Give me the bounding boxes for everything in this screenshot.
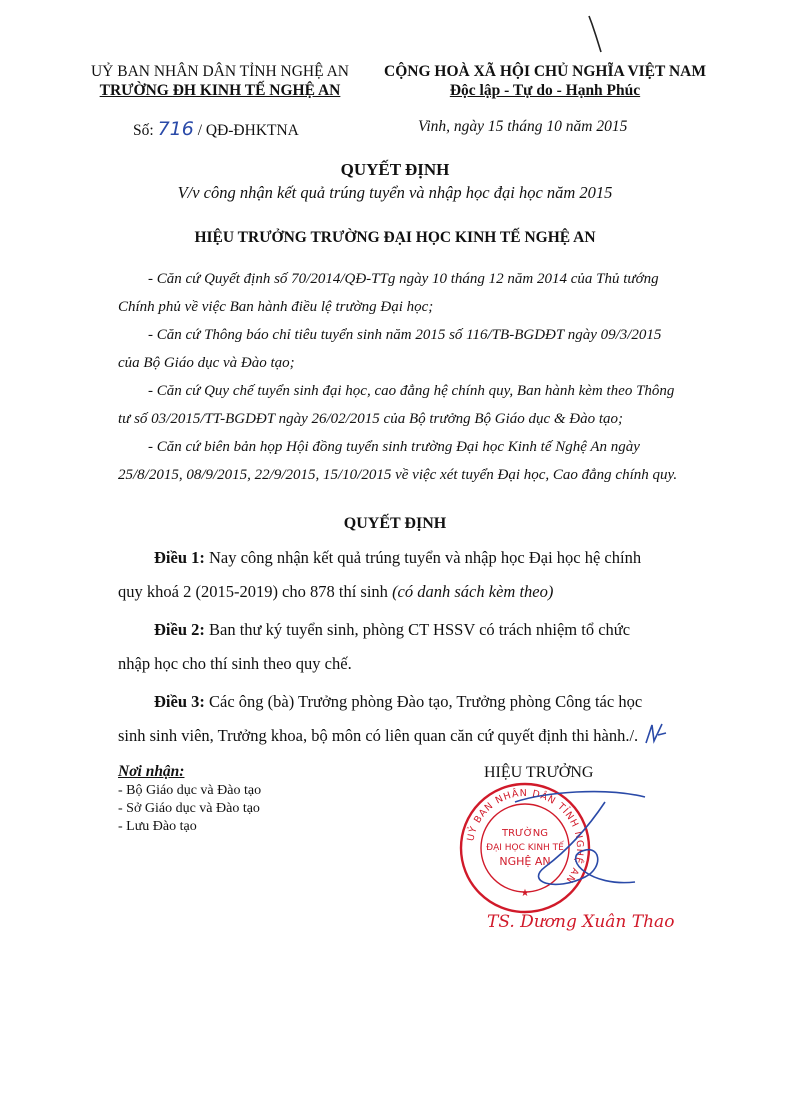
article-1: Điều 1: Nay công nhận kết quả trúng tuyển và nhập học Đại học hệ chính xyxy=(154,548,642,567)
basis-list: - Căn cứ Quyết định số 70/2014/QĐ-TTg ngày 10 tháng 12 năm 2014 của Thủ tướng Chính phủ về việc Ban hành điều lệ trường Đại học; - Căn cứ Thông báo chỉ tiêu tuyển sinh năm 2015 số 116/TB-BGDĐT ngày 09/3/2015 của Bộ Giáo dục và Đào tạo; - Căn cứ Quy chế tuyển sinh đại học, cao đẳng hệ chính quy, Ban hành kèm theo Thông tư số 03/2015/TT-BGDĐT ngày 26/02/2015 của Bộ trưởng Bộ Giáo dục & Đào tạo; - Căn cứ biên bản họp Hội đồng tuyển sinh trường Đại học Kinh tế Nghệ An ngày 25/8/2015, 08/9/2015, 22/9/2015, 15/10/2015 về việc xét tuyển Đại học, Cao đẳng chính quy. xyxy=(118,265,718,489)
article-2: Điều 2: Ban thư ký tuyển sinh, phòng CT HSSV có trách nhiệm tổ chức xyxy=(154,620,631,639)
motto: Độc lập - Tự do - Hạnh Phúc xyxy=(449,82,641,99)
issuer-province: UỶ BAN NHÂN DÂN TỈNH NGHỆ AN xyxy=(90,63,350,80)
country-name: CỘNG HOÀ XÃ HỘI CHỦ NGHĨA VIỆT NAM xyxy=(384,63,706,80)
number-suffix: / QĐ-ĐHKTNA xyxy=(197,122,299,139)
basis-item: - Căn cứ Quy chế tuyển sinh đại học, cao đẳng hệ chính quy, Ban hành kèm theo Thông xyxy=(148,383,675,399)
svg-text:★: ★ xyxy=(520,888,530,899)
recipient-item: - Bộ Giáo dục và Đào tạo xyxy=(118,783,262,798)
doc-subtitle: V/v công nhận kết quả trúng tuyển và nhập học đại học năm 2015 xyxy=(177,183,613,202)
basis-item: - Căn cứ Quyết định số 70/2014/QĐ-TTg ngày 10 tháng 12 năm 2014 của Thủ tướng xyxy=(148,271,659,287)
signature-scribble-icon xyxy=(485,782,655,902)
svg-text:ĐẠI HỌC KINH TẾ: ĐẠI HỌC KINH TẾ xyxy=(486,843,564,853)
pen-mark-icon xyxy=(585,14,605,56)
articles: Điều 1: Nay công nhận kết quả trúng tuyển và nhập học Đại học hệ chính quy khoá 2 (2015-2019) cho 878 thí sinh (có danh sách kèm theo) Điều 2: Ban thư ký tuyển sinh, phòng CT HSSV có trách nhiệm tổ chức nhập học cho thí sinh theo quy chế. Điều 3: Các ông (bà) Trưởng phòng Đào tạo, Trưởng phòng Công tác học sinh sinh viên, Trưởng khoa, bộ môn có liên quan căn cứ quyết định thi hành./. xyxy=(118,541,718,753)
initials-mark-icon xyxy=(642,721,668,747)
decision-heading: QUYẾT ĐỊNH xyxy=(343,515,447,532)
authority: HIỆU TRƯỞNG TRƯỜNG ĐẠI HỌC KINH TẾ NGHỆ AN xyxy=(194,229,596,246)
issuer-school: TRƯỜNG ĐH KINH TẾ NGHỆ AN xyxy=(99,82,341,99)
recipient-item: - Sở Giáo dục và Đào tạo xyxy=(118,801,260,816)
recipients xyxy=(118,762,261,836)
number-label: Số: xyxy=(133,122,154,139)
basis-item: - Căn cứ Thông báo chỉ tiêu tuyển sinh năm 2015 số 116/TB-BGDĐT ngày 09/3/2015 xyxy=(148,327,662,343)
place-date: Vinh, ngày 15 tháng 10 năm 2015 xyxy=(418,118,628,135)
number-handwritten: 716 xyxy=(157,118,194,140)
issuer-block xyxy=(70,62,370,100)
article-3: Điều 3: Các ông (bà) Trưởng phòng Đào tạo, Trưởng phòng Công tác học xyxy=(154,692,643,711)
svg-text:UỶ BAN NHÂN DÂN TỈNH NGHỆ AN: UỶ BAN NHÂN DÂN TỈNH NGHỆ AN xyxy=(465,787,586,886)
signatory-name: TS. Dương Xuân Thao xyxy=(487,912,675,932)
recipient-item: - Lưu Đào tạo xyxy=(118,819,197,834)
document-number xyxy=(133,118,299,140)
national-motto-block xyxy=(360,62,730,100)
basis-item: - Căn cứ biên bản họp Hội đồng tuyển sinh trường Đại học Kinh tế Nghệ An ngày xyxy=(148,439,640,455)
signatory-title: HIỆU TRƯỞNG xyxy=(484,764,594,781)
recipients-heading: Nơi nhận: xyxy=(118,763,185,780)
svg-text:TRƯỜNG: TRƯỜNG xyxy=(502,828,548,839)
doc-title: QUYẾT ĐỊNH xyxy=(340,160,450,179)
svg-text:NGHỆ AN: NGHỆ AN xyxy=(499,855,551,868)
